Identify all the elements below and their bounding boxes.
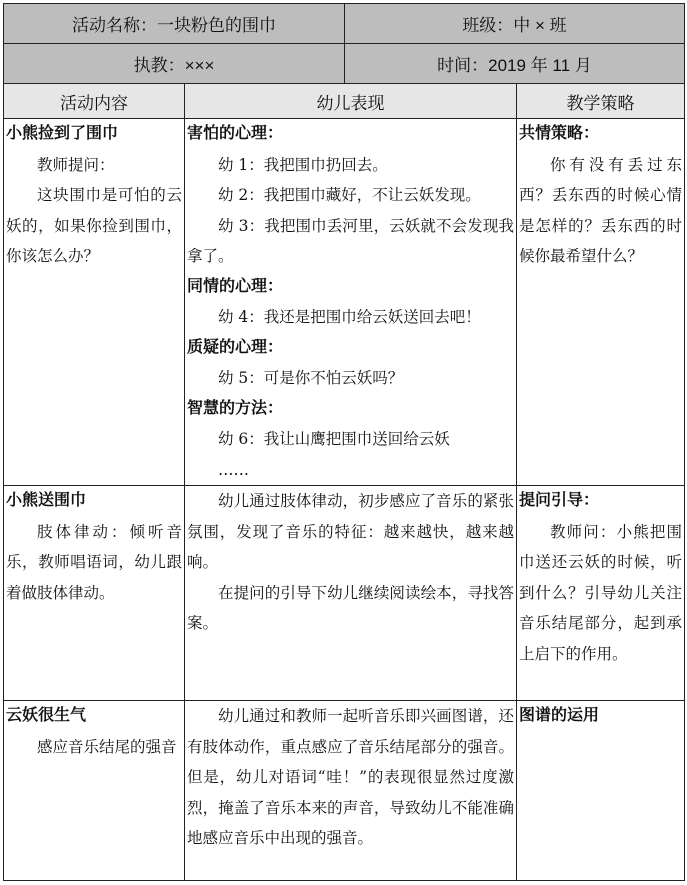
content-line: 这块围巾是可怕的云妖的，如果你捡到围巾，你该怎么办？	[6, 186, 182, 265]
performance-cell	[185, 119, 517, 486]
performance-cell	[185, 486, 517, 701]
performance-line: 幼 1：我把围巾扔回去。	[218, 155, 388, 174]
table-row	[4, 701, 685, 881]
performance-line: 幼 6：我让山鹰把围巾送回给云妖	[218, 430, 450, 448]
strategy-cell	[517, 701, 685, 881]
content-title: 小熊捡到了围巾	[6, 125, 119, 142]
performance-line: ……	[218, 460, 249, 479]
performance-line: 幼 5：可是你不怕云妖吗？	[218, 369, 404, 387]
class-name: 班级：中 × 班	[345, 4, 685, 44]
performance-group-title: 同情的心理：	[187, 277, 284, 295]
activity-time: 时间：2019 年 11 月	[345, 44, 685, 84]
performance-cell	[185, 701, 517, 881]
activity-name: 活动名称：一块粉色的围巾	[4, 4, 345, 44]
content-cell	[4, 119, 185, 486]
strategy-title: 共情策略：	[519, 125, 600, 142]
strategy-line: 教师问：小熊把围巾送还云妖的时候，听到什么？引导幼儿关注音乐结尾部分，起到承上启下的作用。	[519, 522, 682, 663]
strategy-cell	[517, 119, 685, 486]
performance-group-title: 害怕的心理：	[187, 125, 284, 142]
content-line: 教师提问：	[37, 155, 115, 174]
performance-group-title: 质疑的心理：	[187, 338, 284, 356]
column-header-strategy: 教学策略	[517, 84, 685, 119]
performance-line: 幼儿通过和教师一起听音乐即兴画图谱，还有肢体动作，重点感应了音乐结尾部分的强音。但是，幼儿对语词“哇！”的表现很显然过度激烈，掩盖了音乐本来的声音，导致幼儿不能准确地感应音乐中出现的强音。	[187, 707, 514, 847]
content-cell	[4, 701, 185, 881]
performance-line: 在提问的引导下幼儿继续阅读绘本，寻找答案。	[187, 583, 514, 632]
table-row	[4, 119, 685, 486]
column-header-performance: 幼儿表现	[185, 84, 517, 119]
content-line: 肢体律动：倾听音乐，教师唱语词，幼儿跟着做肢体律动。	[6, 522, 182, 602]
strategy-line: 你有没有丢过东西？丢东西的时候心情是怎样的？丢东西的时候你最希望什么？	[519, 155, 682, 265]
performance-line: 幼儿通过肢体律动，初步感应了音乐的紧张氛围，发现了音乐的特征：越来越快，越来越响。	[187, 492, 514, 571]
performance-line: 幼 4：我还是把围巾给云妖送回去吧！	[218, 308, 481, 326]
column-header-content: 活动内容	[4, 84, 185, 119]
table-row	[4, 486, 685, 701]
teacher-name: 执教：×××	[4, 44, 345, 84]
strategy-title: 图谱的运用	[519, 707, 600, 724]
content-title: 云妖很生气	[6, 707, 87, 724]
activity-table	[3, 3, 685, 881]
content-line: 感应音乐结尾的强音	[37, 737, 177, 756]
content-cell	[4, 486, 185, 701]
performance-line: 幼 3：我把围巾丢河里，云妖就不会发现我拿了。	[187, 216, 514, 265]
strategy-cell	[517, 486, 685, 701]
strategy-title: 提问引导：	[519, 492, 600, 509]
content-title: 小熊送围巾	[6, 492, 87, 509]
performance-line: 幼 2：我把围巾藏好，不让云妖发现。	[218, 186, 481, 204]
performance-group-title: 智慧的方法：	[187, 399, 284, 417]
